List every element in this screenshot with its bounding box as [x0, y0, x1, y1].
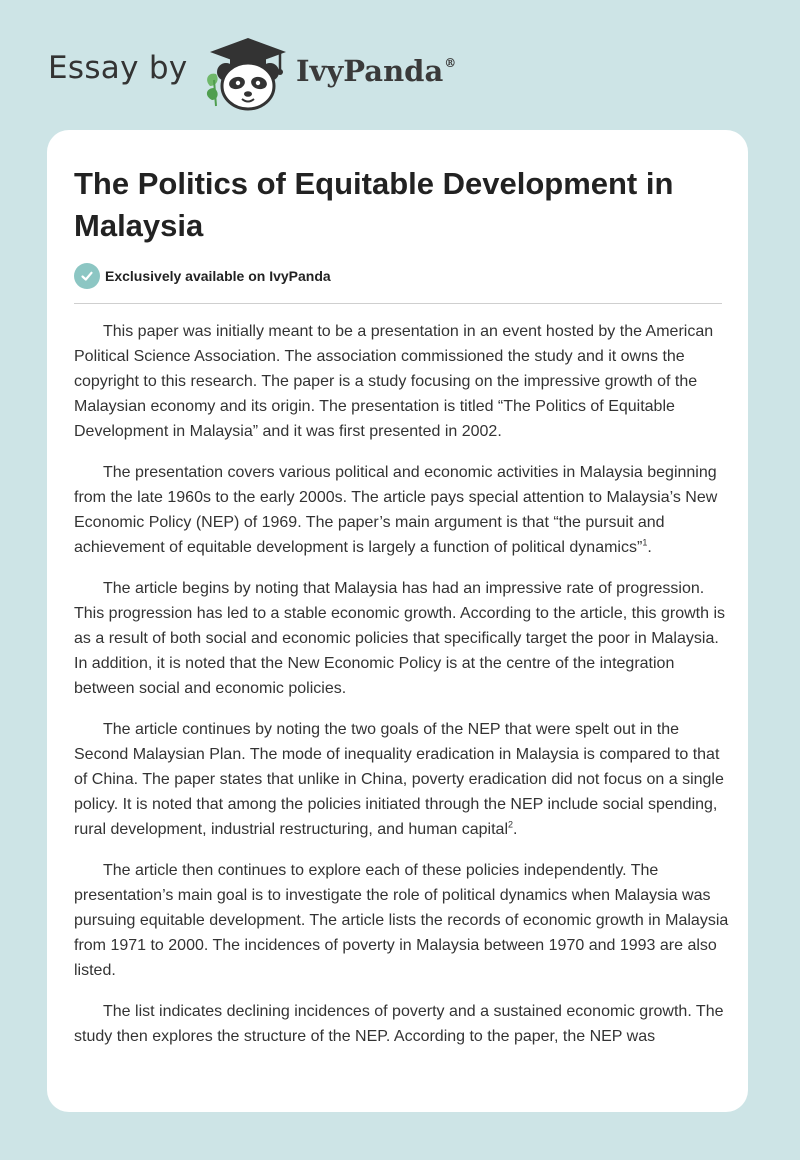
brand-name — [296, 54, 456, 88]
registered-mark: ® — [444, 56, 457, 70]
checkmark-icon — [74, 263, 100, 289]
essay-title: The Politics of Equitable Development in Malaysia — [74, 166, 674, 243]
paragraph: This paper was initially meant to be a presentation in an event hosted by the American Political Science Association. The association commissioned the study and it owns the copyright to this research. The paper is a study focusing on the impressive growth of the Malaysian economy and its origin. The presentation is titled “The Politics of Equitable Development in Malaysia” and it was first presented in 2002. — [74, 323, 714, 440]
exclusive-badge-label: Exclusively available on IvyPanda — [105, 268, 331, 284]
brand-name-text: IvyPanda — [296, 54, 444, 88]
essay-card — [47, 130, 748, 1112]
footnote-ref[interactable]: 1 — [642, 537, 648, 548]
paragraph: The article begins by noting that Malaysia has had an impressive rate of progression. This progression has led to a stable economic growth. According to the article, this growth is as a result of both social and economic policies that specifically target the poor in Malaysia. In addition, it is noted that the New Economic Policy is at the centre of the integration between social and economic policies. — [74, 580, 725, 697]
paragraph: The presentation covers various political and economic activities in Malaysia beginning from the late 1960s to the early 2000s. The article pays special attention to Malaysia’s New Economic Policy (NEP) of 1969. The paper’s main argument is that “the pursuit and achievement of equitable development is largely a function of political dynamics”$^1$. — [74, 464, 718, 556]
brand-header — [48, 30, 468, 110]
paragraph: The list indicates declining incidences of poverty and a sustained economic growth. The study then explores the structure of the NEP. According to the paper, the NEP was — [74, 1003, 724, 1045]
divider — [74, 303, 722, 304]
essay-body — [74, 319, 730, 1065]
exclusive-badge — [74, 263, 331, 289]
brand-prefix: Essay by — [48, 50, 188, 86]
panda-graduate-icon — [202, 36, 294, 112]
footnote-ref[interactable]: 2 — [508, 819, 514, 830]
paragraph: The article then continues to explore each of these policies independently. The presentation’s main goal is to investigate the role of political dynamics when Malaysia was pursuing equitable development. The article lists the records of economic growth in Malaysia from 1971 to 2000. The incidences of poverty in Malaysia between 1970 and 1993 are also listed. — [74, 862, 729, 979]
paragraph: The article continues by noting the two goals of the NEP that were spelt out in the Second Malaysian Plan. The mode of inequality eradication in Malaysia is compared to that of China. The paper states that unlike in China, poverty eradication did not focus on a single policy. It is noted that among the policies initiated through the NEP include social spending, rural development, industrial restructuring, and human capital$^2$. — [74, 721, 724, 838]
